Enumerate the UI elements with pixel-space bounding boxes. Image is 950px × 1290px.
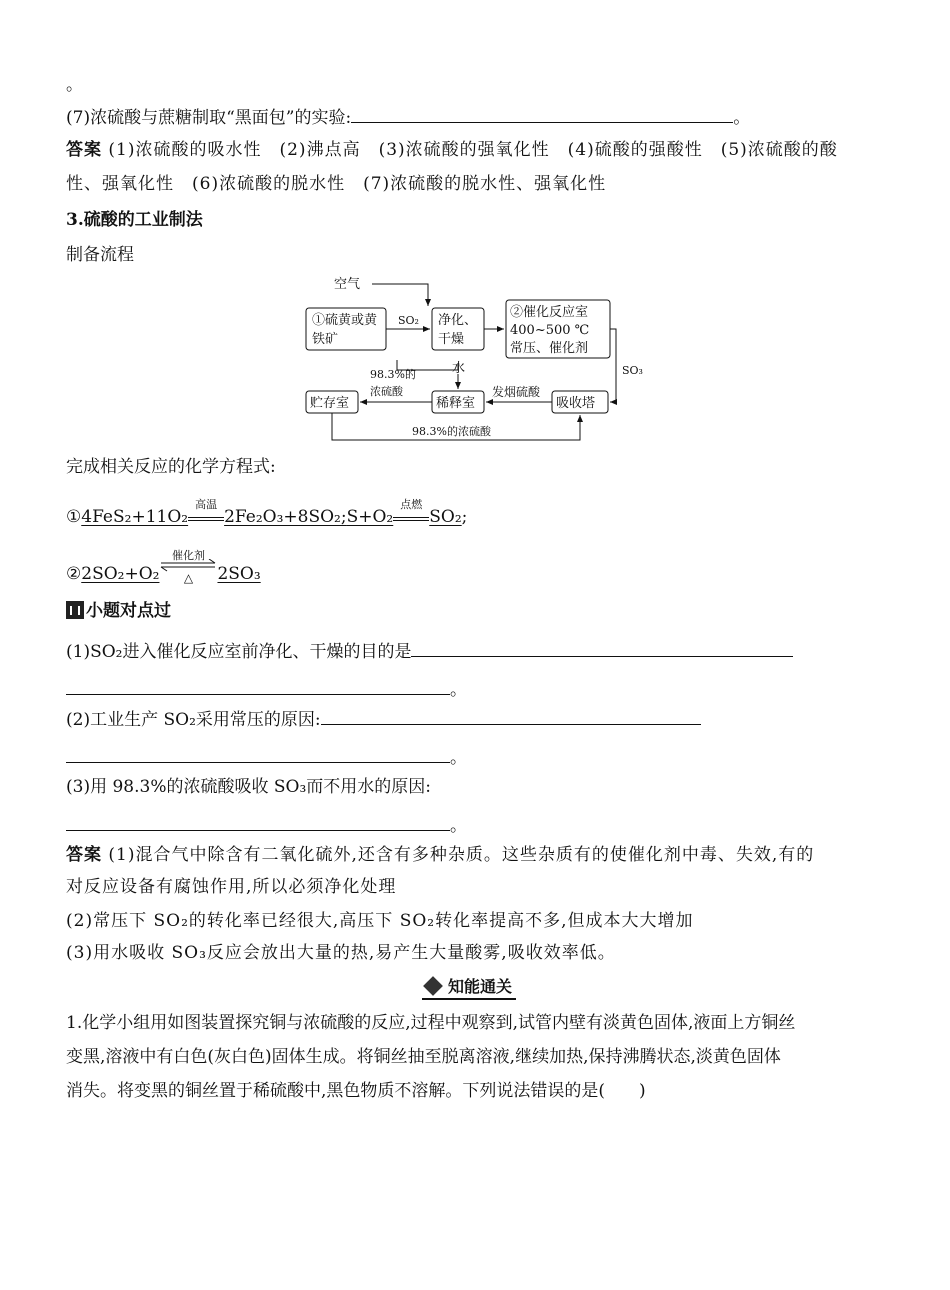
period: 。: [450, 680, 467, 700]
eq2-reversible-arrow: [159, 548, 217, 585]
answer1-text: (1)浓硫酸的吸水性 (2)沸点高 (3)浓硫酸的强氧化性 (4)硫酸的强酸性 (5)浓硫酸的酸: [108, 140, 838, 160]
period: 。: [450, 748, 467, 768]
quiz-title: 小题对点过: [86, 601, 171, 621]
equation-2: [66, 548, 261, 585]
label-so3: SO₃: [622, 364, 643, 377]
label-sulfur-2: 铁矿: [312, 332, 339, 347]
eq2-catalyst: 催化剂: [171, 548, 205, 562]
period: 。: [733, 108, 751, 128]
eq1-products: 2Fe₂O₃+8SO₂;: [224, 507, 347, 527]
label-conc-1: 98.3%的: [370, 368, 416, 381]
problem1-line1: 1.化学小组用如图装置探究铜与浓硫酸的反应,过程中观察到,试管内壁有淡黄色固体,液面上方铜丝: [66, 1013, 796, 1033]
problem1-line3: 消失。将变黑的铜丝置于稀硫酸中,黑色物质不溶解。下列说法错误的是( ): [66, 1081, 646, 1101]
answer2-line1: [66, 844, 814, 866]
answer1-line1: [66, 139, 838, 161]
label-catalytic-3: 常压、催化剂: [510, 341, 589, 356]
eq1b-condition: 点燃: [400, 497, 423, 511]
quiz-q1-cont: [66, 676, 467, 701]
quiz-header: [66, 600, 171, 622]
eq1-number: ①: [66, 507, 82, 527]
q2-blank-2[interactable]: [66, 744, 450, 763]
q2-blank[interactable]: [321, 706, 701, 725]
question-7-text: (7)浓硫酸与蔗糖制取“黑面包”的实验:: [66, 108, 352, 128]
answer-label: 答案: [66, 845, 102, 865]
q1-blank[interactable]: [411, 638, 793, 657]
top-period: 。: [66, 75, 83, 95]
eq1b-products: SO₂: [429, 507, 462, 527]
eq2-heat: △: [183, 570, 194, 585]
problem1-line2: 变黑,溶液中有白色(灰白色)固体生成。将铜丝抽至脱离溶液,继续加热,保持沸腾状态,淡黄色固体: [66, 1047, 781, 1067]
eq1b-reactants: S+O₂: [346, 507, 394, 527]
section-marker-icon: [66, 601, 84, 619]
label-dilution: 稀释室: [436, 396, 476, 411]
equation-1: [66, 497, 468, 528]
eq1-reactants: 4FeS₂+11O₂: [81, 507, 189, 527]
label-catalytic-2: 400~500 ℃: [510, 323, 590, 338]
label-catalytic-1: ②催化反应室: [510, 305, 589, 320]
label-fuming: 发烟硫酸: [492, 385, 541, 399]
q3-blank[interactable]: [66, 812, 450, 831]
eq1b-end: ;: [461, 507, 468, 527]
answer2-text-1: (1)混合气中除含有二氧化硫外,还含有多种杂质。这些杂质有的使催化剂中毒、失效,有的: [108, 845, 815, 865]
answer2-line4: (3)用水吸收 SO₃反应会放出大量的热,易产生大量酸雾,吸收效率低。: [66, 943, 616, 963]
eq2-products: 2SO₃: [217, 564, 261, 584]
equations-intro: 完成相关反应的化学方程式:: [66, 457, 276, 477]
answer1-line2: 性、强氧化性 (6)浓硫酸的脱水性 (7)浓硫酸的脱水性、强氧化性: [66, 174, 607, 194]
label-so2: SO₂: [398, 314, 419, 327]
zhineng-title: 知能通关: [448, 977, 513, 996]
eq1b-arrow: [393, 497, 429, 528]
answer2-line3: (2)常压下 SO₂的转化率已经很大,高压下 SO₂转化率提高不多,但成本大大增加: [66, 911, 694, 931]
eq2-number: ②: [66, 564, 82, 584]
section3-title: 3.硫酸的工业制法: [66, 210, 203, 230]
quiz-q3: (3)用 98.3%的浓硫酸吸收 SO₃而不用水的原因:: [66, 777, 432, 797]
quiz-q1: [66, 638, 793, 663]
label-storage: 贮存室: [310, 396, 350, 411]
quiz-q3-cont: [66, 812, 467, 837]
label-sulfur-1: ①硫黄或黄: [312, 313, 378, 328]
eq2-reactants: 2SO₂+O₂: [81, 564, 160, 584]
production-flow-diagram: [300, 268, 680, 443]
section3-subtitle: 制备流程: [66, 245, 134, 265]
q1-blank-2[interactable]: [66, 676, 450, 695]
eq1-condition: 高温: [195, 497, 218, 511]
eq1-arrow: [188, 497, 224, 528]
label-purify-1: 净化、: [438, 313, 478, 328]
label-air: 空气: [334, 277, 361, 292]
quiz-q2-text: (2)工业生产 SO₂采用常压的原因:: [66, 710, 321, 730]
label-bottom-conc: 98.3%的浓硫酸: [412, 425, 491, 438]
quiz-q2: [66, 706, 701, 731]
zhineng-section-badge: [422, 976, 516, 1000]
label-purify-2: 干燥: [438, 332, 465, 347]
answer-label: 答案: [66, 140, 102, 160]
label-water: 水: [452, 361, 466, 376]
label-absorber: 吸收塔: [556, 396, 596, 411]
question-7: [66, 104, 750, 129]
answer-blank[interactable]: [351, 104, 733, 123]
answer2-line2: 对反应设备有腐蚀作用,所以必须净化处理: [66, 877, 397, 897]
quiz-q2-cont: [66, 744, 467, 769]
diamond-icon: [423, 976, 443, 996]
label-conc-2: 浓硫酸: [370, 385, 403, 398]
quiz-q1-text: (1)SO₂进入催化反应室前净化、干燥的目的是: [66, 642, 412, 662]
period: 。: [450, 816, 467, 836]
